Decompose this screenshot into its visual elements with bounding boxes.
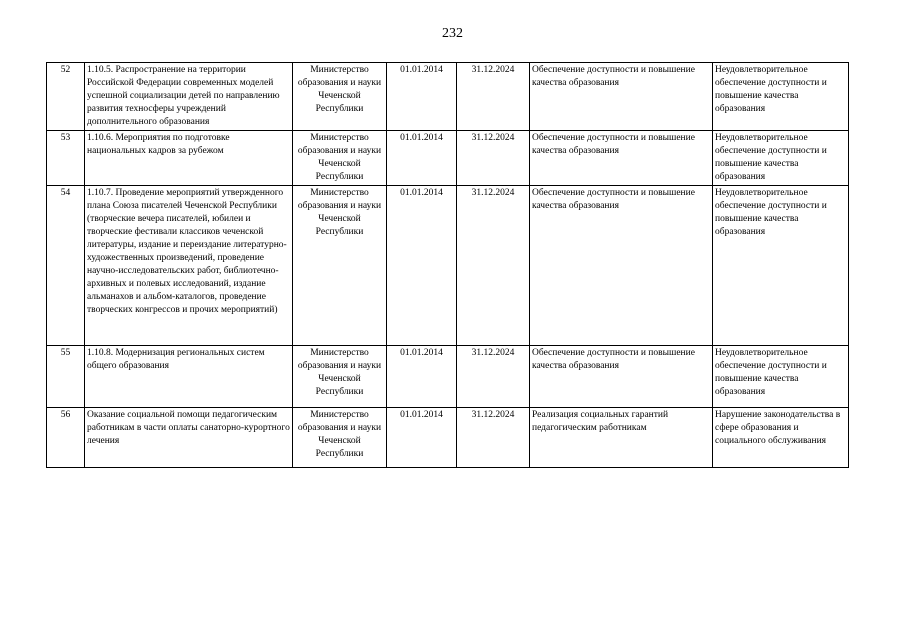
activity-cell: 1.10.6. Мероприятия по подготовке национальных кадров за рубежом xyxy=(85,131,293,186)
consequence-cell: Неудовлетворительное обеспечение доступности и повышение качества образования xyxy=(713,186,849,346)
activity-cell: 1.10.7. Проведение мероприятий утвержденного плана Союза писателей Чеченской Республики (творческие вечера писателей, юбилеи и творческие фестивали классиков чеченской литературы, издание и переиздание литературно-художественных произведений, проведение научно-исследовательских работ, библиотечно-архивных и полевых исследований, издание альманахов и альбом-каталогов, проведение творческих конгрессов и прочих мероприятий) xyxy=(85,186,293,346)
expected-result-cell: Обеспечение доступности и повышение качества образования xyxy=(530,63,713,131)
row-number: 53 xyxy=(47,131,85,186)
table-row xyxy=(47,131,849,186)
table-row xyxy=(47,408,849,468)
responsible-cell: Министерство образования и науки Чеченской Республики xyxy=(293,131,387,186)
end-date-cell: 31.12.2024 xyxy=(457,346,530,408)
start-date-cell: 01.01.2014 xyxy=(387,346,457,408)
responsible-cell: Министерство образования и науки Чеченской Республики xyxy=(293,408,387,468)
activity-cell: Оказание социальной помощи педагогическим работникам в части оплаты санаторно-курортного лечения xyxy=(85,408,293,468)
row-number: 55 xyxy=(47,346,85,408)
table-row xyxy=(47,63,849,131)
table-row xyxy=(47,186,849,346)
consequence-cell: Неудовлетворительное обеспечение доступности и повышение качества образования xyxy=(713,346,849,408)
start-date-cell: 01.01.2014 xyxy=(387,131,457,186)
start-date-cell: 01.01.2014 xyxy=(387,408,457,468)
responsible-cell: Министерство образования и науки Чеченской Республики xyxy=(293,63,387,131)
end-date-cell: 31.12.2024 xyxy=(457,63,530,131)
row-number: 56 xyxy=(47,408,85,468)
consequence-cell: Неудовлетворительное обеспечение доступности и повышение качества образования xyxy=(713,131,849,186)
row-number: 52 xyxy=(47,63,85,131)
expected-result-cell: Обеспечение доступности и повышение качества образования xyxy=(530,186,713,346)
program-activities-table xyxy=(46,62,849,468)
expected-result-cell: Реализация социальных гарантий педагогическим работникам xyxy=(530,408,713,468)
page-number: 232 xyxy=(442,26,463,41)
activity-cell: 1.10.5. Распространение на территории Российской Федерации современных моделей успешной социализации детей по направлению развития техносферы учреждений дополнительного образования xyxy=(85,63,293,131)
row-number: 54 xyxy=(47,186,85,346)
start-date-cell: 01.01.2014 xyxy=(387,63,457,131)
end-date-cell: 31.12.2024 xyxy=(457,186,530,346)
start-date-cell: 01.01.2014 xyxy=(387,186,457,346)
end-date-cell: 31.12.2024 xyxy=(457,408,530,468)
consequence-cell: Неудовлетворительное обеспечение доступности и повышение качества образования xyxy=(713,63,849,131)
consequence-cell: Нарушение законодательства в сфере образования и социального обслуживания xyxy=(713,408,849,468)
table-row xyxy=(47,346,849,408)
activity-cell: 1.10.8. Модернизация региональных систем общего образования xyxy=(85,346,293,408)
expected-result-cell: Обеспечение доступности и повышение качества образования xyxy=(530,346,713,408)
responsible-cell: Министерство образования и науки Чеченской Республики xyxy=(293,186,387,346)
end-date-cell: 31.12.2024 xyxy=(457,131,530,186)
expected-result-cell: Обеспечение доступности и повышение качества образования xyxy=(530,131,713,186)
responsible-cell: Министерство образования и науки Чеченской Республики xyxy=(293,346,387,408)
